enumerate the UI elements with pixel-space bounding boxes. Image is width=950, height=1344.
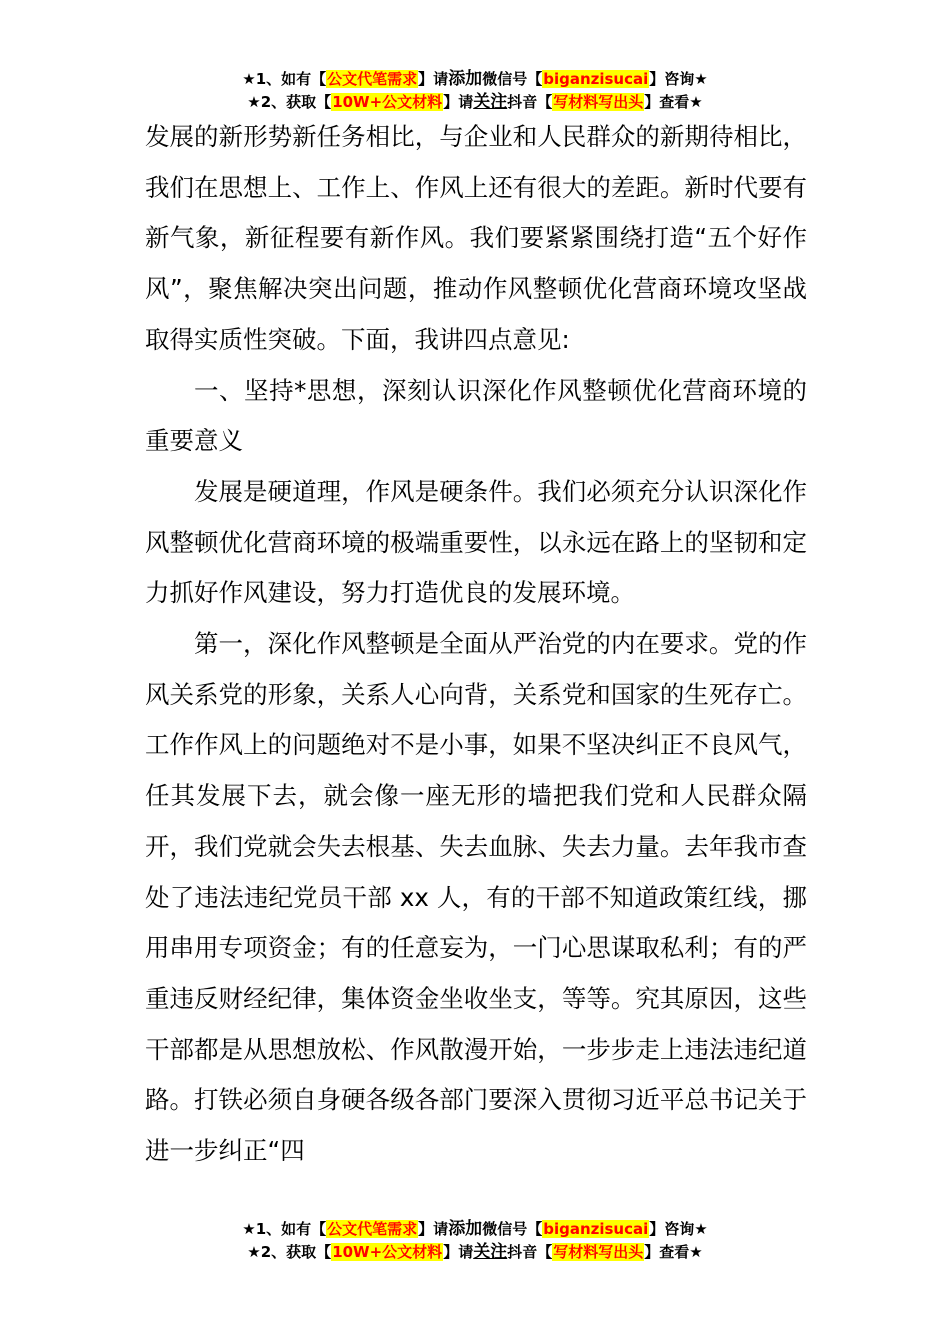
paragraph: 第一，深化作风整顿是全面从严治党的内在要求。党的作风关系党的形象，关系人心向背，关系党和国家的生死存亡。工作作风上的问题绝对不是小事，如果不坚决纠正不良风气，任其发展下去，就会像一座无形的墙把我们党和人民群众隔开，我们党就会失去根基、失去血脉、失去力量。去年我市查处了违法违纪党员干部 xx 人，有的干部不知道政策红线，挪用串用专项资金；有的任意妄为，一门心思谋取私利；有的严重违反财经纪律，集体资金坐收坐支，等等。究其原因，这些干部都是从思想放松、作风散漫开始，一步步走上违法违纪道路。打铁必须自身硬各级各部门要深入贯彻习近平总书记关于进一步纠正“四 <box>145 629 807 1166</box>
banner-emphasis: 添加 <box>448 1219 483 1239</box>
banner-line-1 <box>0 68 950 91</box>
banner-text: ★2、获取【 <box>247 1243 332 1261</box>
banner-highlight: 10W+公文材料 <box>332 1243 443 1261</box>
banner-highlight: 写材料写出头 <box>553 1243 644 1261</box>
banner-line-2 <box>0 91 950 114</box>
document-body <box>145 112 807 1177</box>
banner-text: 】咨询★ <box>649 1220 708 1238</box>
banner-text: 】查看★ <box>644 1243 703 1261</box>
header-banner <box>0 68 950 114</box>
banner-highlight: 公文代笔需求 <box>327 70 418 88</box>
banner-text: 】请 <box>418 1220 449 1238</box>
banner-highlight: biganzisucai <box>543 70 649 88</box>
banner-highlight: biganzisucai <box>543 1220 649 1238</box>
banner-emphasis: 关注 <box>473 1242 508 1262</box>
banner-text: 抖音【 <box>507 1243 553 1261</box>
banner-text: 微信号【 <box>482 1220 543 1238</box>
banner-highlight: 10W+公文材料 <box>332 93 443 111</box>
banner-text: ★1、如有【 <box>242 1220 327 1238</box>
footer-banner <box>0 1218 950 1264</box>
banner-highlight: 公文代笔需求 <box>327 1220 418 1238</box>
banner-text: 】请 <box>443 1243 474 1261</box>
banner-emphasis: 关注 <box>473 92 508 112</box>
banner-line-1 <box>0 1218 950 1241</box>
banner-highlight: 写材料写出头 <box>553 93 644 111</box>
banner-line-2 <box>0 1241 950 1264</box>
banner-emphasis: 添加 <box>448 69 483 89</box>
banner-text: ★2、获取【 <box>247 93 332 111</box>
banner-text: 】请 <box>443 93 474 111</box>
banner-text: 】请 <box>418 70 449 88</box>
banner-text: 】查看★ <box>644 93 703 111</box>
banner-text: 】咨询★ <box>649 70 708 88</box>
banner-text: 抖音【 <box>507 93 553 111</box>
banner-text: ★1、如有【 <box>242 70 327 88</box>
section-heading: 一、坚持*思想，深刻认识深化作风整顿优化营商环境的重要意义 <box>145 375 807 456</box>
paragraph: 发展是硬道理，作风是硬条件。我们必须充分认识深化作风整顿优化营商环境的极端重要性，以永远在路上的坚韧和定力抓好作风建设，努力打造优良的发展环境。 <box>145 476 807 608</box>
paragraph: 发展的新形势新任务相比，与企业和人民群众的新期待相比，我们在思想上、工作上、作风上还有很大的差距。新时代要有新气象，新征程要有新作风。我们要紧紧围绕打造“五个好作风”，聚焦解决突出问题，推动作风整顿优化营商环境攻坚战取得实质性突破。下面，我讲四点意见: <box>145 122 807 354</box>
banner-text: 微信号【 <box>482 70 543 88</box>
